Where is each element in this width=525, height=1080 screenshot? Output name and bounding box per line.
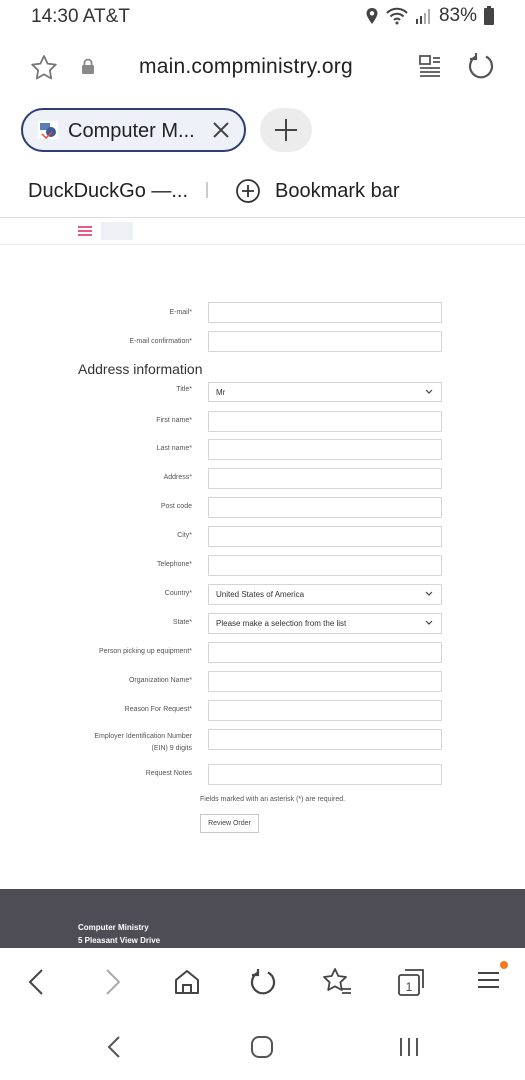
home-icon[interactable] [173,968,201,996]
hamburger-menu-icon[interactable] [78,225,92,237]
country-select[interactable] [208,584,442,605]
footer-address: 5 Pleasant View Drive [78,936,161,945]
site-footer [0,889,525,948]
city-label: City* [177,532,192,539]
bookmarks-icon[interactable] [322,967,352,997]
country-label: Country* [164,590,192,597]
post-code-label: Post code [160,503,192,510]
review-order-button[interactable]: Review Order [200,814,259,833]
ein-label-line2: (EIN) 9 digits [151,745,192,752]
telephone-label: Telephone* [156,561,192,568]
footer-org-name: Computer Ministry [78,923,149,932]
title-select-value: Mr [216,388,226,397]
header-divider [0,244,525,245]
svg-text:1: 1 [405,980,413,994]
wifi-icon [385,7,409,25]
system-back-icon[interactable] [106,1035,122,1059]
close-tab-icon[interactable] [212,121,230,139]
status-bar [0,0,525,34]
ein-field[interactable] [208,729,442,750]
reason-label: Reason For Request* [124,706,192,713]
post-code-field[interactable] [208,497,442,518]
location-icon [365,7,379,25]
site-logo[interactable] [101,222,133,240]
org-field[interactable] [208,671,442,692]
battery-percent: 83% [438,5,477,26]
system-home-icon[interactable] [250,1035,274,1059]
tab-active[interactable] [21,108,246,152]
address-field[interactable] [208,468,442,489]
reason-field[interactable] [208,700,442,721]
org-label: Organization Name* [128,677,192,684]
battery-icon [483,6,495,26]
country-select-value: United States of America [216,590,305,599]
last-name-field[interactable] [208,439,442,460]
last-name-label: Last name* [156,445,192,452]
state-select-value: Please make a selection from the list [216,619,347,628]
site-favicon-icon [37,120,59,140]
telephone-field[interactable] [208,555,442,576]
plus-icon [274,118,298,142]
lock-icon[interactable] [81,58,95,75]
back-icon[interactable] [27,968,45,996]
chevron-down-icon [425,591,433,597]
person-field[interactable] [208,642,442,663]
add-bookmark-icon[interactable] [235,178,261,204]
forward-icon[interactable] [104,968,122,996]
city-field[interactable] [208,526,442,547]
signal-icon [415,7,433,25]
star-icon[interactable] [30,54,58,81]
system-recents-icon[interactable] [398,1036,420,1058]
email-field[interactable] [208,302,442,323]
tabs-icon[interactable] [397,967,427,997]
bookmarks-bar [0,170,525,212]
tab-label: Computer M... [68,120,195,142]
notes-label: Request Notes [145,770,192,777]
email-label: E-mail* [169,309,192,316]
browser-bottom-toolbar [0,948,525,1018]
bookmark-duckduckgo[interactable]: DuckDuckGo —... [28,180,189,202]
title-label: Title* [176,386,192,393]
url-text[interactable]: main.compministry.org [139,55,353,78]
bookmark-bar-button[interactable]: Bookmark bar [275,180,400,202]
first-name-label: First name* [156,417,192,424]
new-tab-button[interactable] [260,108,312,152]
refresh-icon[interactable] [467,52,495,80]
reader-mode-icon[interactable] [419,54,441,78]
address-label: Address* [163,474,192,481]
notes-field[interactable] [208,764,442,785]
menu-icon[interactable] [476,960,512,996]
section-title: Address information [78,361,203,377]
bookmark-separator [206,182,208,198]
state-label: State* [172,619,192,626]
state-select[interactable] [208,613,442,634]
status-time-carrier: 14:30 AT&T [31,6,130,27]
status-icons [365,5,495,27]
refresh-icon[interactable] [249,968,277,996]
ein-label-line1: Employer Identification Number [94,733,192,740]
first-name-field[interactable] [208,411,442,432]
required-note: Fields marked with an asterisk (*) are required. [200,796,346,803]
title-select[interactable] [208,382,442,402]
email-confirm-label: E-mail confirmation* [129,338,192,345]
web-page [0,218,525,948]
chevron-down-icon [425,620,433,626]
address-bar [0,44,525,90]
person-label: Person picking up equipment* [98,648,192,655]
email-confirm-field[interactable] [208,331,442,352]
chevron-down-icon [425,389,433,395]
system-nav-bar [0,1018,525,1080]
